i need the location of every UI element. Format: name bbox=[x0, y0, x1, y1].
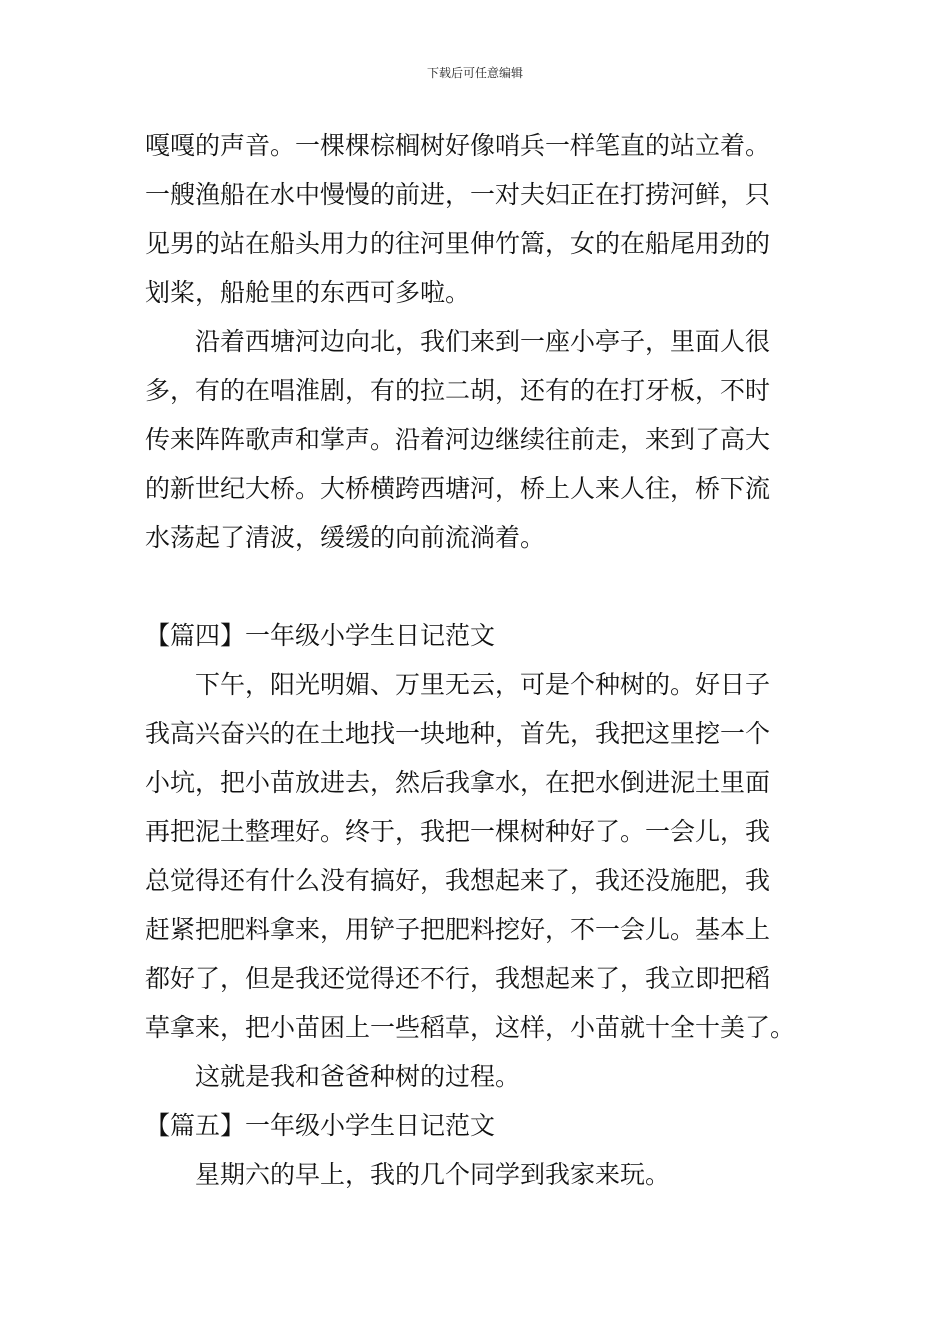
paragraph-line: 小坑，把小苗放进去，然后我拿水，在把水倒进泥土里面 bbox=[145, 768, 771, 797]
paragraph-line: 赶紧把肥料拿来，用铲子把肥料挖好，不一会儿。基本上 bbox=[145, 915, 771, 944]
paragraph-line: 传来阵阵歌声和掌声。沿着河边继续往前走，来到了高大 bbox=[145, 425, 771, 454]
paragraph-line: 水荡起了清波，缓缓的向前流淌着。 bbox=[145, 523, 546, 552]
paragraph-line: 的新世纪大桥。大桥横跨西塘河，桥上人来人往，桥下流 bbox=[145, 474, 771, 503]
paragraph-line: 这就是我和爸爸种树的过程。 bbox=[195, 1062, 521, 1091]
page-header: 下载后可任意编辑 bbox=[426, 66, 523, 80]
paragraph-line: 再把泥土整理好。终于，我把一棵树种好了。一会儿，我 bbox=[145, 817, 771, 846]
paragraph-line: 草拿来，把小苗困上一些稻草，这样，小苗就十全十美了。 bbox=[145, 1013, 796, 1042]
paragraph-line: 下午，阳光明媚、万里无云，可是个种树的。好日子 bbox=[195, 670, 771, 699]
blank-line bbox=[145, 562, 810, 611]
paragraph-line: 嘎嘎的声音。一棵棵棕榈树好像哨兵一样笔直的站立着。 bbox=[145, 131, 771, 160]
paragraph-line: 我高兴奋兴的在土地找一块地种，首先，我把这里挖一个 bbox=[145, 719, 771, 748]
paragraph-line: 都好了，但是我还觉得还不行，我想起来了，我立即把稻 bbox=[145, 964, 771, 993]
section-heading: 【篇四】一年级小学生日记范文 bbox=[145, 621, 496, 650]
paragraph-line: 星期六的早上，我的几个同学到我家来玩。 bbox=[195, 1160, 671, 1189]
paragraph-line: 总觉得还有什么没有搞好，我想起来了，我还没施肥，我 bbox=[145, 866, 771, 895]
document-body bbox=[145, 121, 810, 1199]
paragraph-line: 多，有的在唱淮剧，有的拉二胡，还有的在打牙板，不时 bbox=[145, 376, 771, 405]
paragraph-line: 划桨，船舱里的东西可多啦。 bbox=[145, 278, 471, 307]
paragraph-line: 沿着西塘河边向北，我们来到一座小亭子，里面人很 bbox=[195, 327, 771, 356]
paragraph-line: 见男的站在船头用力的往河里伸竹篙，女的在船尾用劲的 bbox=[145, 229, 771, 258]
paragraph-line: 一艘渔船在水中慢慢的前进，一对夫妇正在打捞河鲜，只 bbox=[145, 180, 771, 209]
section-heading: 【篇五】一年级小学生日记范文 bbox=[145, 1111, 496, 1140]
